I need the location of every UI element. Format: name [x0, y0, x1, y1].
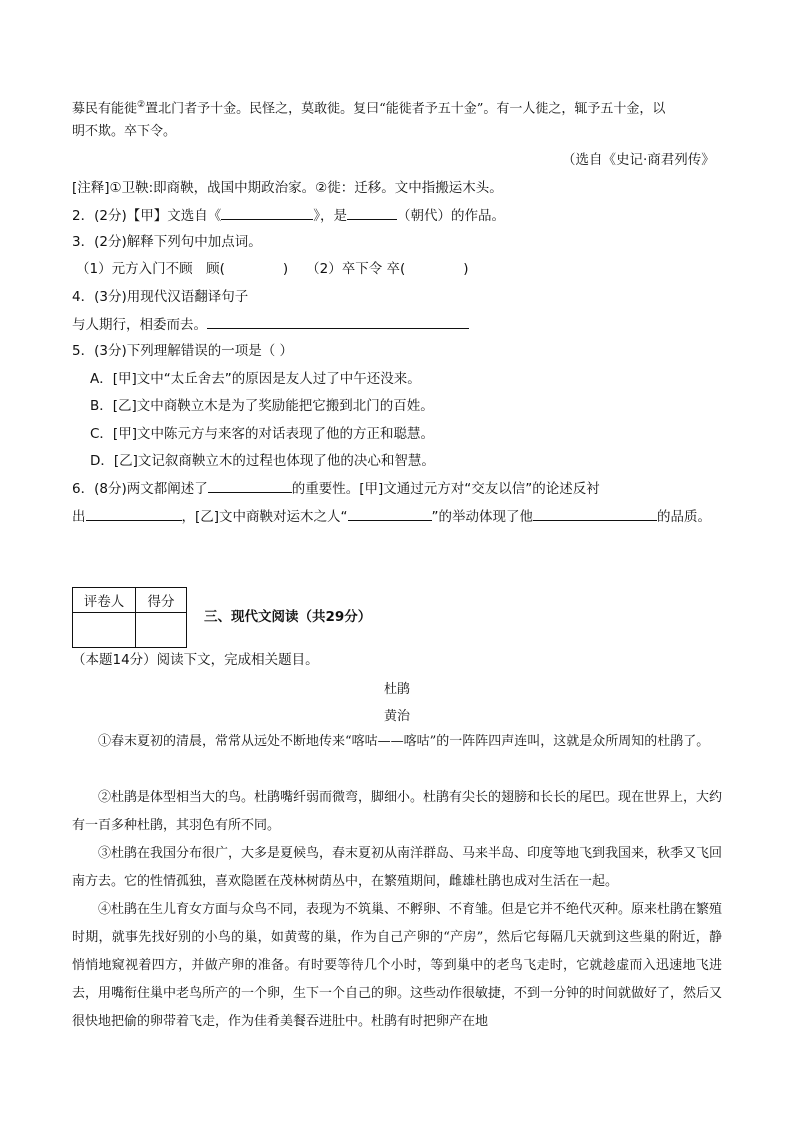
source-citation: （选自《史记·商君列传》 — [562, 152, 715, 168]
option-d[interactable]: D．[乙]文记叙商鞅立木的过程也体现了他的决心和智慧。 — [90, 453, 435, 469]
question-6-line-2: 出 ，[乙]文中商鞅对运木之人“ ”的举动体现了他 的品质。 — [72, 506, 711, 527]
question-6-line-1: 6．(8分)两文都阐述了 的重要性。[甲]文通过元方对“交友以信”的论述反衬 — [72, 478, 600, 499]
option-b[interactable]: B．[乙]文中商鞅立木是为了奖励能把它搬到北门的百姓。 — [90, 398, 434, 414]
answer-blank-quality[interactable] — [533, 506, 657, 521]
answer-blank-translation[interactable] — [207, 314, 469, 329]
option-c[interactable]: C．[甲]文中陈元方与来客的对话表现了他的方正和聪慧。 — [90, 426, 434, 442]
section-3-title: 三、现代文阅读（共29分） — [204, 609, 372, 625]
article-author: 黄治 — [383, 709, 410, 724]
yi-text-line-1: 募民有能徙②置北门者予十金。民怪之，莫敢徙。复曰“能徙者予五十金”。有一人徙之，辄予五十金，以 — [72, 100, 666, 117]
article-paragraph-3: ③杜鹃在我国分布很广，大多是夏候鸟，春末夏初从南洋群岛、马来半岛、印度等地飞到我国来，秋季又飞回南方去。它的性情孤独，喜欢隐匿在茂林树荫丛中，在繁殖期间，雌雄杜鹃也成对生活在一起。 — [72, 846, 723, 889]
question-4-sentence: 与人期行，相委而去。 — [72, 314, 469, 335]
grader-header: 评卷人 — [73, 588, 136, 613]
question-2: 2．(2分)【甲】文选自《 》，是 （朝代）的作品。 — [72, 205, 505, 226]
answer-blank-book[interactable] — [221, 205, 313, 220]
question-3-stem: 3．(2分)解释下列句中加点词。 — [72, 234, 262, 250]
article-paragraph-1: ①春末夏初的清晨，常常从远处不断地传来“喀咕——喀咕”的一阵阵四声连叫，这就是众所周知的杜鹃了。 — [98, 734, 710, 749]
score-header: 得分 — [136, 588, 187, 613]
article-title: 杜鹃 — [383, 682, 410, 697]
question-4-stem: 4．(3分)用现代汉语翻译句子 — [72, 289, 249, 305]
question-3-items: （1）元方入门不顾 顾( ) （2）卒下令 卒( ) — [76, 261, 469, 277]
annotations: [注释]①卫鞅:即商鞅，战国中期政治家。②徙：迁移。文中指搬运木头。 — [72, 180, 503, 196]
score-cell[interactable] — [136, 613, 187, 648]
answer-blank-contrast[interactable] — [86, 506, 182, 521]
yi-text-line-2: 明不欺。卒下令。 — [72, 124, 177, 139]
option-a[interactable]: A．[甲]文中“太丘舍去”的原因是友人过了中午还没来。 — [90, 371, 421, 387]
grader-cell[interactable] — [73, 613, 136, 648]
answer-blank-theme[interactable] — [208, 478, 292, 493]
article-paragraph-2: ②杜鹃是体型相当大的鸟。杜鹃嘴纤弱而微弯，脚细小。杜鹃有尖长的翅膀和长长的尾巴。现在世界上，大约有一百多种杜鹃，其羽色有所不同。 — [72, 790, 723, 833]
score-table — [72, 587, 187, 648]
answer-blank-action[interactable] — [348, 506, 432, 521]
answer-blank-dynasty[interactable] — [347, 205, 397, 220]
note-marker-2: ② — [137, 100, 146, 110]
passage-intro: （本题14分）阅读下文，完成相关题目。 — [72, 652, 319, 668]
question-5-stem: 5．(3分)下列理解错误的一项是（ ） — [72, 343, 294, 359]
article-paragraph-4: ④杜鹃在生儿育女方面与众鸟不同，表现为不筑巢、不孵卵、不育雏。但是它并不绝代灭种。原来杜鹃在繁殖时期，就事先找好别的小鸟的巢，如黄莺的巢，作为自己产卵的“产房”，然后它每隔几天就到这些巢的附近，静悄悄地窥视着四方，并做产卵的准备。有时要等待几个小时，等到巢中的老鸟飞走时，它就趁虚而入迅速地飞进去，用嘴衔住巢中老鸟所产的一个卵，生下一个自己的卵。这些动作很敏捷，不到一分钟的时间就做好了，然后又很快地把偷的卵带着飞走，作为佳肴美餐吞进肚中。杜鹃有时把卵产在地 — [72, 902, 723, 1029]
